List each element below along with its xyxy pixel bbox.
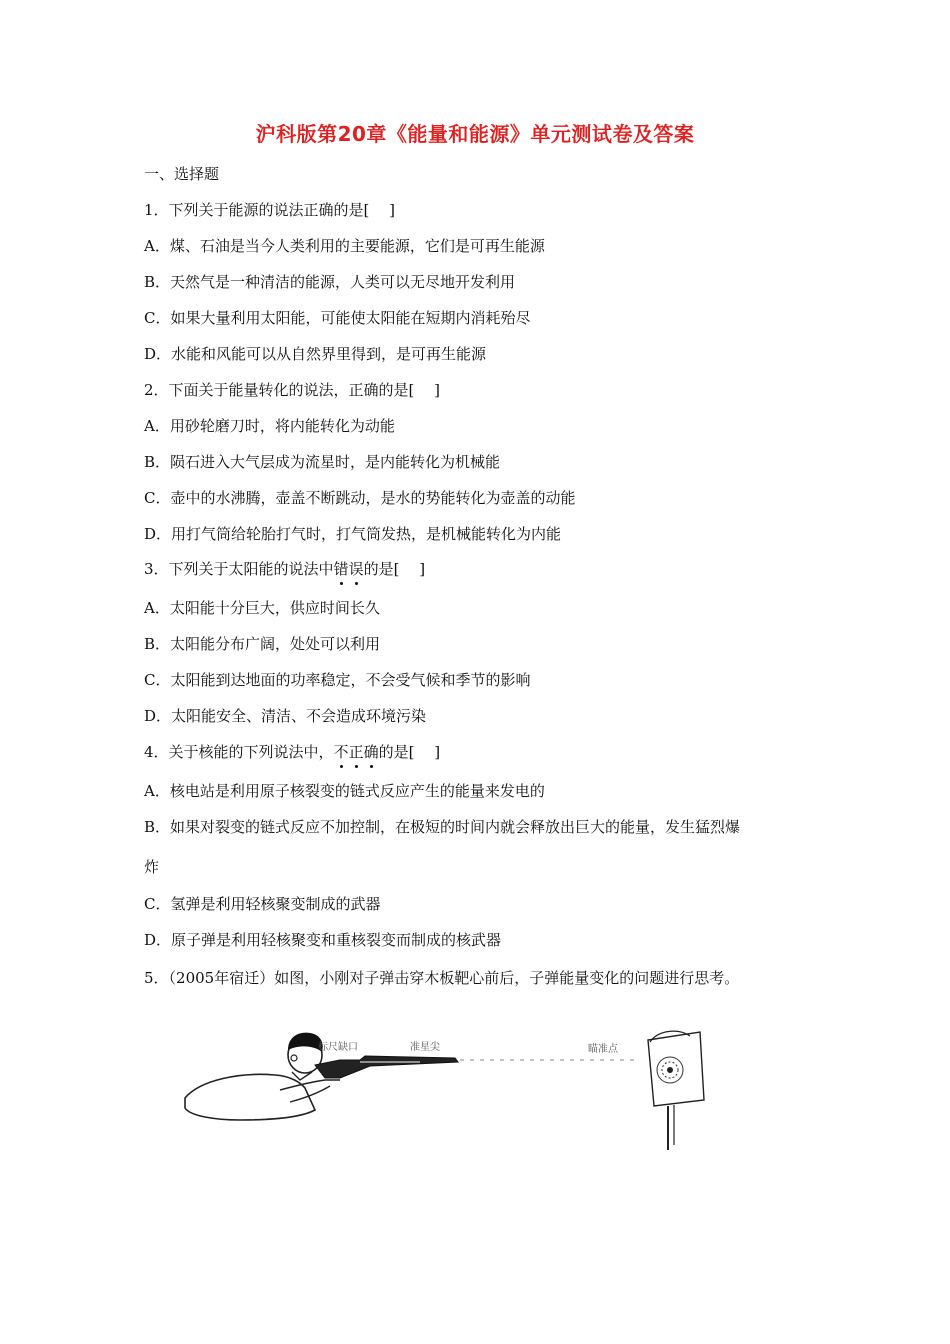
emphasis-char: 确 [363, 743, 379, 761]
question-4-option-a: A．核电站是利用原子核裂变的链式反应产生的能量来发电的 [144, 782, 545, 800]
question-1-stem: 1．下列关于能源的说法正确的是[ ] [144, 201, 396, 219]
question-4-option-b: B．如果对裂变的链式反应不加控制，在极短的时间内就会释放出巨大的能量，发生猛烈爆 [144, 818, 741, 836]
question-1-option-c: C．如果大量利用太阳能，可能使太阳能在短期内消耗殆尽 [144, 309, 531, 327]
section-heading: 一、选择题 [144, 165, 220, 183]
shooting-illustration [180, 1020, 740, 1155]
question-3-option-c: C．太阳能到达地面的功率稳定，不会受气候和季节的影响 [144, 671, 531, 689]
question-2-option-a: A．用砂轮磨刀时，将内能转化为动能 [144, 417, 395, 435]
emphasis-char: 不 [333, 743, 349, 761]
question-2-option-c: C．壶中的水沸腾，壶盖不断跳动，是水的势能转化为壶盖的动能 [144, 489, 576, 507]
question-2-option-b: B．陨石进入大气层成为流星时，是内能转化为机械能 [144, 453, 501, 471]
question-4-option-d: D．原子弹是利用轻核聚变和重核裂变而制成的核武器 [144, 931, 502, 949]
question-1-option-b: B．天然气是一种清洁的能源，人类可以无尽地开发利用 [144, 273, 516, 291]
question-1-option-d: D．水能和风能可以从自然界里得到，是可再生能源 [144, 345, 487, 363]
page-title: 沪科版第20章《能量和能源》单元测试卷及答案 [255, 122, 695, 146]
label-rear-sight: 标尺缺口 [318, 1042, 358, 1053]
question-4-option-c: C．氢弹是利用轻核聚变制成的武器 [144, 895, 381, 913]
question-2-option-d: D．用打气筒给轮胎打气时，打气筒发热，是机械能转化为内能 [144, 525, 562, 543]
question-4-stem: 4．关于核能的下列说法中，不正确的是[ ] [144, 743, 441, 761]
question-3-option-a: A．太阳能十分巨大，供应时间长久 [144, 599, 380, 617]
question-5-stem: 5．（2005年宿迁）如图，小刚对子弹击穿木板靶心前后，子弹能量变化的问题进行思考。 [144, 969, 740, 987]
question-1-option-a: A．煤、石油是当今人类利用的主要能源，它们是可再生能源 [144, 237, 545, 255]
question-4-option-b-cont: 炸 [144, 858, 160, 876]
emphasis-char: 错 [333, 560, 349, 578]
label-aim-point: 瞄准点 [588, 1044, 618, 1055]
label-front-sight: 准星尖 [410, 1042, 440, 1053]
emphasis-char: 误 [348, 560, 364, 578]
question-2-stem: 2．下面关于能量转化的说法，正确的是[ ] [144, 381, 441, 399]
question-3-option-b: B．太阳能分布广阔，处处可以利用 [144, 635, 381, 653]
emphasis-char: 正 [348, 743, 364, 761]
question-3-option-d: D．太阳能安全、清洁、不会造成环境污染 [144, 707, 427, 725]
question-3-stem: 3．下列关于太阳能的说法中错误的是[ ] [144, 560, 426, 578]
